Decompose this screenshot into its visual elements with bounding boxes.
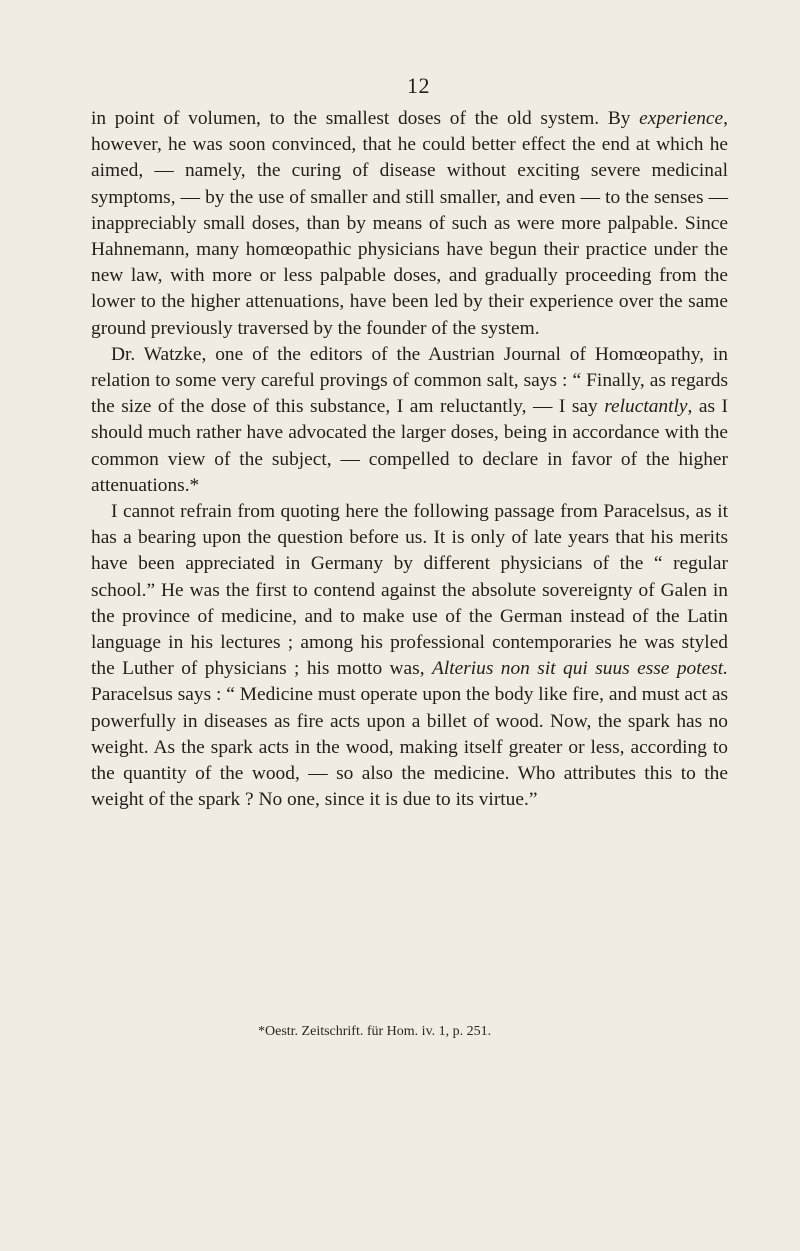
text-run: , however, he was soon convinced, that he could better effect the end at which he aimed, — namely, the curing of disease without exciting severe medicinal symptoms, — by the use of smaller and still smaller, and even — to the senses — inappreciably small doses, than by means of such as were more palpable. Since Hahnemann, many homœopathic physicians have begun their practice under the new law, with more or less palpable doses, and gradually proceeding from the lower to the higher attenuations, have been led by their experience over the same ground previously traversed by the founder of the system. [91,108,728,339]
paragraph-3 [91,499,728,813]
text-run: , as I should much rather have advocated the larger doses, being in accordance with the common view of the subject, — compelled to declare in favor of the higher attenuations.* [91,396,728,496]
italic-text: Alterius non sit qui suus esse potest. [431,658,728,680]
text-run: Paracelsus says : “ Medicine must operate upon the body like fire, and must act as powerfully in diseases as fire acts upon a billet of wood. Now, the spark has no weight. As the spark acts in the wood, making itself greater or less, according to the quantity of the wood, — so also the medicine. Who attributes this to the weight of the spark ? No one, since it is due to its virtue.” [91,684,728,811]
paragraph-2 [91,342,728,499]
italic-text: reluctantly [604,396,688,418]
page-number: 12 [407,73,430,98]
italic-text: experience [639,108,724,129]
text-run: in point of volumen, to the smallest doses of the old system. By [91,108,640,129]
paragraph-1 [91,106,728,342]
footnote: *Oestr. Zeitschrift. für Hom. iv. 1, p. 251. [258,1024,492,1039]
text-run: Dr. Watzke, one of the editors of the Austrian Journal of Homœopathy, in relation to some very careful provings of common salt, says : “ Finally, as regards the size of the dose of this substance, I am reluctantly, — I say [91,343,728,418]
body-text [91,106,728,813]
text-run: I cannot refrain from quoting here the following passage from Paracelsus, as it has a bearing upon the question before us. It is only of late years that his merits have been appreciated in Germany by different physicians of the “ regular school.” He was the first to contend against the absolute sovereignty of Galen in the province of medicine, and to make use of the German instead of the Latin language in his lectures ; among his professional contemporaries he was styled the Luther of physicians ; his motto was, [91,501,728,680]
